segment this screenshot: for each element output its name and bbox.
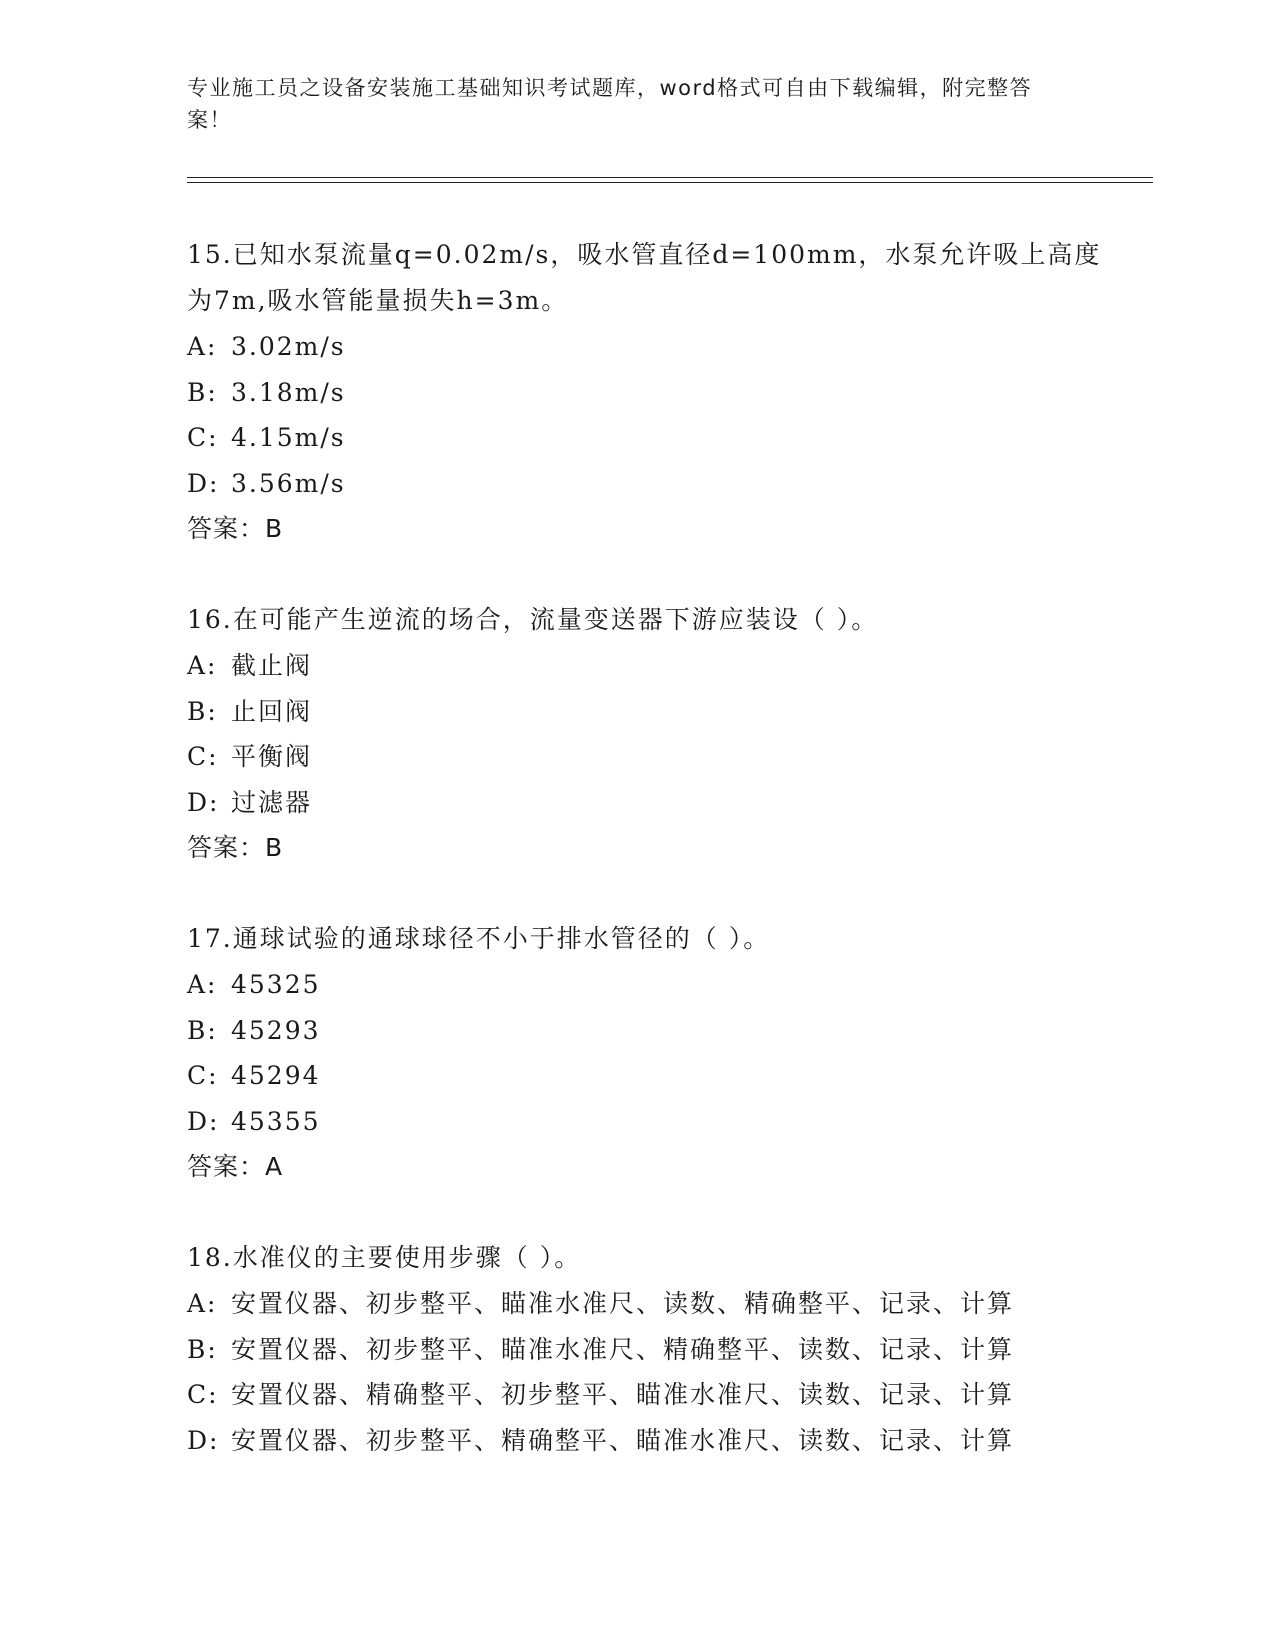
option-label: A: xyxy=(187,651,218,680)
option-label: B: xyxy=(187,1334,218,1364)
question-list xyxy=(187,232,1127,1508)
option-text: 45294 xyxy=(231,1061,321,1090)
option-label: C: xyxy=(187,423,219,452)
option-label: A: xyxy=(187,970,218,999)
option-text: 45355 xyxy=(231,1106,321,1136)
option-label: D: xyxy=(187,1106,220,1136)
question-number: 18. xyxy=(187,1243,233,1272)
option-a xyxy=(187,324,1127,370)
question-body: 在可能产生逆流的场合，流量变送器下游应装设（ ）。 xyxy=(232,605,879,634)
question-18 xyxy=(187,1235,1127,1463)
option-text: 3.02m/s xyxy=(231,332,346,361)
option-c xyxy=(187,734,1127,780)
option-text: 45325 xyxy=(231,970,321,999)
option-label: D: xyxy=(187,468,220,498)
answer: 答案：B xyxy=(187,833,284,862)
answer: 答案：B xyxy=(187,514,284,543)
option-a xyxy=(187,643,1127,689)
option-b xyxy=(187,1327,1127,1373)
option-b xyxy=(187,689,1127,735)
header-title: 专业施工员之设备安装施工基础知识考试题库，word格式可自由下载编辑，附完整答案！ xyxy=(187,76,1033,132)
option-text: 3.56m/s xyxy=(231,468,346,498)
answer: 答案：A xyxy=(187,1152,284,1181)
option-text: 4.15m/s xyxy=(231,423,346,452)
option-c xyxy=(187,415,1127,461)
question-number: 17. xyxy=(187,924,233,953)
option-b xyxy=(187,370,1127,416)
question-text xyxy=(187,232,1127,324)
question-17 xyxy=(187,916,1127,1190)
option-d xyxy=(187,1418,1127,1464)
question-text xyxy=(187,916,1127,962)
question-text xyxy=(187,1235,1127,1281)
question-body: 水准仪的主要使用步骤（ ）。 xyxy=(232,1243,582,1272)
question-15 xyxy=(187,232,1127,552)
question-text xyxy=(187,597,1127,643)
header-divider-top xyxy=(187,177,1153,178)
option-text: 安置仪器、初步整平、精确整平、瞄准水准尺、读数、记录、计算 xyxy=(231,1425,1015,1455)
option-label: A: xyxy=(187,332,218,361)
option-label: B: xyxy=(187,1015,218,1045)
option-text: 过滤器 xyxy=(231,787,313,817)
option-d xyxy=(187,780,1127,826)
option-a xyxy=(187,962,1127,1008)
option-a xyxy=(187,1281,1127,1327)
option-label: C: xyxy=(187,742,219,771)
question-number: 16. xyxy=(187,605,233,634)
option-label: B: xyxy=(187,377,218,407)
option-text: 安置仪器、精确整平、初步整平、瞄准水准尺、读数、记录、计算 xyxy=(231,1380,1015,1409)
question-16 xyxy=(187,597,1127,871)
option-label: C: xyxy=(187,1380,219,1409)
option-label: D: xyxy=(187,787,220,817)
option-text: 安置仪器、初步整平、瞄准水准尺、精确整平、读数、记录、计算 xyxy=(231,1334,1015,1364)
option-d xyxy=(187,461,1127,507)
header-divider-bottom xyxy=(187,182,1153,183)
option-text: 安置仪器、初步整平、瞄准水准尺、读数、精确整平、记录、计算 xyxy=(231,1289,1015,1318)
question-body: 通球试验的通球球径不小于排水管径的（ ）。 xyxy=(232,924,771,953)
option-label: D: xyxy=(187,1425,220,1455)
question-number: 15. xyxy=(187,240,233,269)
question-body: 已知水泵流量q=0.02m/s，吸水管直径d=100mm，水泵允许吸上高度为7m,吸水管能量损失h=3m。 xyxy=(187,240,1102,315)
option-d xyxy=(187,1099,1127,1145)
option-text: 止回阀 xyxy=(231,696,313,726)
option-label: A: xyxy=(187,1289,218,1318)
option-c xyxy=(187,1053,1127,1099)
option-text: 截止阀 xyxy=(231,651,313,680)
option-label: C: xyxy=(187,1061,219,1090)
option-text: 平衡阀 xyxy=(231,742,313,771)
option-c xyxy=(187,1372,1127,1418)
option-text: 3.18m/s xyxy=(231,377,346,407)
option-text: 45293 xyxy=(231,1015,321,1045)
option-b xyxy=(187,1008,1127,1054)
option-label: B: xyxy=(187,696,218,726)
document-header xyxy=(187,72,1067,136)
